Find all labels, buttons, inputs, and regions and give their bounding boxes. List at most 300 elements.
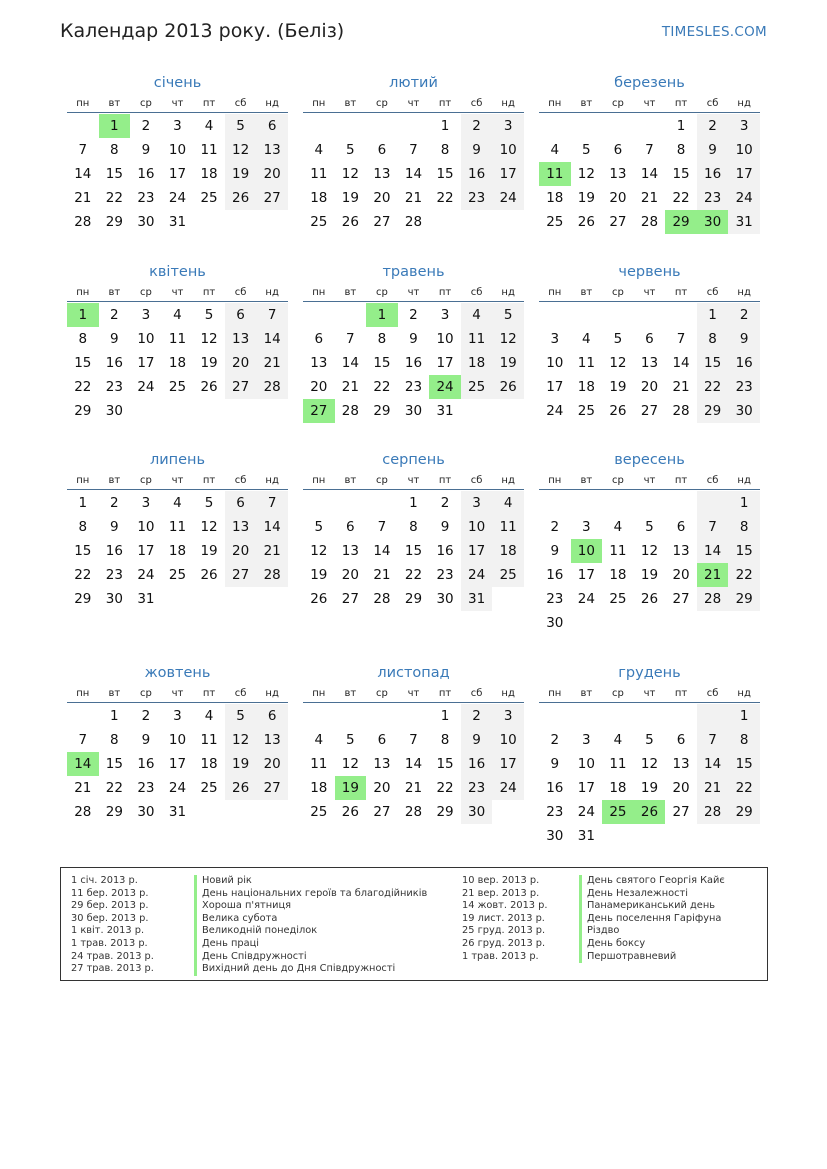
day-cell[interactable]: 21 — [373, 567, 391, 583]
day-cell[interactable]: 29 — [697, 399, 729, 423]
day-cell[interactable]: 8 — [377, 331, 387, 347]
day-cell[interactable]: 5 — [204, 495, 214, 511]
day-cell[interactable]: 27 — [373, 804, 391, 820]
day-cell[interactable]: 21 — [640, 190, 659, 206]
holiday-day-cell[interactable]: 30 — [697, 210, 729, 234]
day-cell[interactable]: 8 — [697, 327, 729, 351]
day-cell[interactable]: 19 — [640, 780, 659, 796]
day-cell[interactable]: 24 — [492, 776, 524, 800]
day-cell[interactable]: 23 — [546, 591, 564, 607]
day-cell[interactable]: 23 — [728, 375, 760, 399]
day-cell[interactable]: 27 — [225, 375, 257, 399]
day-cell[interactable]: 29 — [373, 403, 391, 419]
holiday-day-cell[interactable]: 24 — [429, 375, 461, 399]
day-cell[interactable]: 15 — [436, 166, 454, 182]
day-cell[interactable]: 27 — [672, 804, 690, 820]
day-cell[interactable]: 27 — [609, 214, 627, 230]
day-cell[interactable]: 30 — [546, 828, 564, 844]
day-cell[interactable]: 29 — [404, 591, 423, 607]
day-cell[interactable]: 10 — [137, 519, 155, 535]
day-cell[interactable]: 5 — [346, 732, 355, 748]
day-cell[interactable]: 10 — [461, 515, 493, 539]
day-cell[interactable]: 7 — [645, 142, 654, 158]
day-cell[interactable]: 28 — [697, 800, 729, 824]
day-cell[interactable]: 11 — [200, 732, 218, 748]
day-cell[interactable]: 14 — [404, 756, 423, 772]
holiday-day-cell[interactable]: 26 — [634, 800, 666, 824]
day-cell[interactable]: 22 — [404, 567, 423, 583]
day-cell[interactable]: 12 — [492, 327, 524, 351]
day-cell[interactable]: 4 — [314, 732, 324, 748]
day-cell[interactable]: 11 — [492, 515, 524, 539]
day-cell[interactable]: 22 — [728, 776, 760, 800]
day-cell[interactable]: 10 — [436, 331, 454, 347]
day-cell[interactable]: 17 — [546, 379, 564, 395]
day-cell[interactable]: 13 — [672, 543, 690, 559]
day-cell[interactable]: 9 — [550, 543, 560, 559]
day-cell[interactable]: 26 — [341, 804, 359, 820]
day-cell[interactable]: 14 — [373, 543, 391, 559]
day-cell[interactable]: 11 — [609, 543, 627, 559]
holiday-day-cell[interactable]: 29 — [665, 210, 697, 234]
day-cell[interactable]: 6 — [377, 142, 387, 158]
day-cell[interactable]: 1 — [676, 118, 686, 134]
day-cell[interactable]: 3 — [550, 331, 560, 347]
day-cell[interactable]: 31 — [728, 210, 760, 234]
day-cell[interactable]: 7 — [78, 732, 88, 748]
day-cell[interactable]: 21 — [74, 780, 92, 796]
day-cell[interactable]: 8 — [440, 142, 450, 158]
day-cell[interactable]: 29 — [436, 804, 454, 820]
day-cell[interactable]: 3 — [173, 118, 182, 134]
day-cell[interactable]: 2 — [728, 303, 760, 327]
day-cell[interactable]: 21 — [74, 190, 92, 206]
day-cell[interactable]: 23 — [137, 190, 155, 206]
day-cell[interactable]: 25 — [200, 780, 218, 796]
day-cell[interactable]: 26 — [577, 214, 595, 230]
day-cell[interactable]: 28 — [640, 214, 659, 230]
day-cell[interactable]: 19 — [200, 355, 218, 371]
day-cell[interactable]: 22 — [74, 379, 92, 395]
day-cell[interactable]: 2 — [440, 495, 450, 511]
day-cell[interactable]: 9 — [697, 138, 729, 162]
day-cell[interactable]: 23 — [461, 776, 493, 800]
day-cell[interactable]: 27 — [672, 591, 690, 607]
day-cell[interactable]: 15 — [74, 355, 92, 371]
day-cell[interactable]: 19 — [577, 190, 595, 206]
day-cell[interactable]: 5 — [492, 303, 524, 327]
day-cell[interactable]: 30 — [105, 591, 123, 607]
day-cell[interactable]: 9 — [440, 519, 450, 535]
day-cell[interactable]: 26 — [640, 591, 659, 607]
day-cell[interactable]: 6 — [225, 491, 257, 515]
day-cell[interactable]: 19 — [492, 351, 524, 375]
day-cell[interactable]: 3 — [492, 704, 524, 728]
day-cell[interactable]: 6 — [676, 732, 686, 748]
day-cell[interactable]: 18 — [200, 756, 218, 772]
day-cell[interactable]: 14 — [256, 515, 288, 539]
day-cell[interactable]: 15 — [74, 543, 92, 559]
day-cell[interactable]: 9 — [461, 138, 493, 162]
day-cell[interactable]: 3 — [582, 519, 591, 535]
day-cell[interactable]: 26 — [225, 776, 257, 800]
day-cell[interactable]: 13 — [373, 166, 391, 182]
day-cell[interactable]: 10 — [728, 138, 760, 162]
holiday-day-cell[interactable]: 14 — [67, 752, 99, 776]
day-cell[interactable]: 25 — [577, 403, 595, 419]
day-cell[interactable]: 7 — [697, 515, 729, 539]
day-cell[interactable]: 6 — [377, 732, 387, 748]
day-cell[interactable]: 1 — [78, 495, 88, 511]
day-cell[interactable]: 10 — [168, 732, 187, 748]
day-cell[interactable]: 18 — [310, 780, 328, 796]
day-cell[interactable]: 2 — [550, 519, 560, 535]
day-cell[interactable]: 27 — [225, 563, 257, 587]
day-cell[interactable]: 7 — [377, 519, 387, 535]
day-cell[interactable]: 16 — [461, 162, 493, 186]
day-cell[interactable]: 6 — [346, 519, 355, 535]
day-cell[interactable]: 18 — [168, 355, 187, 371]
day-cell[interactable]: 17 — [492, 752, 524, 776]
day-cell[interactable]: 15 — [728, 539, 760, 563]
day-cell[interactable]: 8 — [676, 142, 686, 158]
day-cell[interactable]: 21 — [256, 351, 288, 375]
day-cell[interactable]: 8 — [110, 142, 119, 158]
day-cell[interactable]: 7 — [676, 331, 686, 347]
day-cell[interactable]: 26 — [341, 214, 359, 230]
day-cell[interactable]: 20 — [672, 567, 690, 583]
day-cell[interactable]: 18 — [168, 543, 187, 559]
day-cell[interactable]: 30 — [137, 804, 155, 820]
holiday-day-cell[interactable]: 1 — [99, 114, 131, 138]
day-cell[interactable]: 24 — [728, 186, 760, 210]
day-cell[interactable]: 27 — [373, 214, 391, 230]
day-cell[interactable]: 9 — [141, 732, 151, 748]
day-cell[interactable]: 22 — [373, 379, 391, 395]
day-cell[interactable]: 25 — [310, 804, 328, 820]
day-cell[interactable]: 10 — [168, 142, 187, 158]
day-cell[interactable]: 4 — [204, 118, 214, 134]
day-cell[interactable]: 24 — [137, 567, 155, 583]
day-cell[interactable]: 1 — [440, 118, 450, 134]
day-cell[interactable]: 9 — [110, 519, 119, 535]
day-cell[interactable]: 21 — [697, 776, 729, 800]
day-cell[interactable]: 16 — [404, 355, 423, 371]
holiday-day-cell[interactable]: 19 — [335, 776, 367, 800]
day-cell[interactable]: 13 — [341, 543, 359, 559]
day-cell[interactable]: 8 — [440, 732, 450, 748]
day-cell[interactable]: 5 — [314, 519, 324, 535]
day-cell[interactable]: 28 — [74, 804, 92, 820]
day-cell[interactable]: 18 — [609, 780, 627, 796]
day-cell[interactable]: 26 — [200, 567, 218, 583]
day-cell[interactable]: 11 — [168, 331, 187, 347]
day-cell[interactable]: 5 — [613, 331, 623, 347]
day-cell[interactable]: 7 — [409, 732, 418, 748]
day-cell[interactable]: 19 — [225, 162, 257, 186]
day-cell[interactable]: 19 — [310, 567, 328, 583]
day-cell[interactable]: 11 — [310, 166, 328, 182]
day-cell[interactable]: 11 — [310, 756, 328, 772]
day-cell[interactable]: 12 — [341, 166, 359, 182]
day-cell[interactable]: 26 — [310, 591, 328, 607]
day-cell[interactable]: 15 — [105, 756, 123, 772]
day-cell[interactable]: 28 — [404, 214, 423, 230]
day-cell[interactable]: 19 — [341, 190, 359, 206]
day-cell[interactable]: 13 — [310, 355, 328, 371]
day-cell[interactable]: 28 — [697, 587, 729, 611]
day-cell[interactable]: 27 — [640, 403, 659, 419]
day-cell[interactable]: 3 — [141, 495, 151, 511]
day-cell[interactable]: 12 — [609, 355, 627, 371]
day-cell[interactable]: 13 — [640, 355, 659, 371]
day-cell[interactable]: 1 — [110, 708, 119, 724]
day-cell[interactable]: 18 — [310, 190, 328, 206]
day-cell[interactable]: 20 — [225, 351, 257, 375]
day-cell[interactable]: 3 — [492, 114, 524, 138]
day-cell[interactable]: 14 — [672, 355, 690, 371]
day-cell[interactable]: 26 — [609, 403, 627, 419]
day-cell[interactable]: 4 — [613, 519, 623, 535]
day-cell[interactable]: 23 — [105, 379, 123, 395]
day-cell[interactable]: 17 — [137, 355, 155, 371]
day-cell[interactable]: 3 — [440, 307, 450, 323]
day-cell[interactable]: 25 — [200, 190, 218, 206]
day-cell[interactable]: 8 — [409, 519, 418, 535]
day-cell[interactable]: 26 — [492, 375, 524, 399]
day-cell[interactable]: 3 — [582, 732, 591, 748]
day-cell[interactable]: 18 — [609, 567, 627, 583]
day-cell[interactable]: 12 — [577, 166, 595, 182]
day-cell[interactable]: 16 — [461, 752, 493, 776]
day-cell[interactable]: 2 — [141, 118, 151, 134]
day-cell[interactable]: 24 — [168, 190, 187, 206]
day-cell[interactable]: 2 — [110, 307, 119, 323]
day-cell[interactable]: 2 — [461, 704, 493, 728]
day-cell[interactable]: 25 — [168, 379, 187, 395]
day-cell[interactable]: 11 — [609, 756, 627, 772]
day-cell[interactable]: 22 — [697, 375, 729, 399]
day-cell[interactable]: 20 — [640, 379, 659, 395]
day-cell[interactable]: 5 — [645, 519, 654, 535]
day-cell[interactable]: 16 — [105, 355, 123, 371]
day-cell[interactable]: 9 — [461, 728, 493, 752]
day-cell[interactable]: 18 — [461, 351, 493, 375]
day-cell[interactable]: 5 — [346, 142, 355, 158]
day-cell[interactable]: 18 — [492, 539, 524, 563]
day-cell[interactable]: 21 — [341, 379, 359, 395]
day-cell[interactable]: 31 — [168, 214, 187, 230]
day-cell[interactable]: 13 — [225, 515, 257, 539]
day-cell[interactable]: 17 — [168, 756, 187, 772]
day-cell[interactable]: 9 — [550, 756, 560, 772]
day-cell[interactable]: 6 — [256, 114, 288, 138]
day-cell[interactable]: 30 — [546, 615, 564, 631]
day-cell[interactable]: 16 — [105, 543, 123, 559]
day-cell[interactable]: 23 — [436, 567, 454, 583]
day-cell[interactable]: 15 — [105, 166, 123, 182]
day-cell[interactable]: 1 — [440, 708, 450, 724]
day-cell[interactable]: 5 — [645, 732, 654, 748]
day-cell[interactable]: 17 — [168, 166, 187, 182]
day-cell[interactable]: 9 — [409, 331, 418, 347]
day-cell[interactable]: 22 — [105, 190, 123, 206]
day-cell[interactable]: 23 — [697, 186, 729, 210]
day-cell[interactable]: 24 — [168, 780, 187, 796]
day-cell[interactable]: 2 — [110, 495, 119, 511]
day-cell[interactable]: 18 — [200, 166, 218, 182]
day-cell[interactable]: 12 — [640, 756, 659, 772]
day-cell[interactable]: 11 — [168, 519, 187, 535]
day-cell[interactable]: 17 — [461, 539, 493, 563]
day-cell[interactable]: 23 — [461, 186, 493, 210]
day-cell[interactable]: 26 — [225, 186, 257, 210]
day-cell[interactable]: 12 — [640, 543, 659, 559]
day-cell[interactable]: 6 — [676, 519, 686, 535]
day-cell[interactable]: 11 — [461, 327, 493, 351]
day-cell[interactable]: 8 — [78, 519, 88, 535]
day-cell[interactable]: 20 — [256, 162, 288, 186]
day-cell[interactable]: 4 — [582, 331, 591, 347]
day-cell[interactable]: 13 — [256, 138, 288, 162]
day-cell[interactable]: 23 — [546, 804, 564, 820]
day-cell[interactable]: 29 — [728, 800, 760, 824]
day-cell[interactable]: 17 — [577, 780, 595, 796]
day-cell[interactable]: 25 — [609, 591, 627, 607]
day-cell[interactable]: 24 — [461, 563, 493, 587]
day-cell[interactable]: 22 — [728, 563, 760, 587]
day-cell[interactable]: 28 — [373, 591, 391, 607]
day-cell[interactable]: 25 — [168, 567, 187, 583]
day-cell[interactable]: 8 — [78, 331, 88, 347]
day-cell[interactable]: 15 — [672, 166, 690, 182]
day-cell[interactable]: 17 — [436, 355, 454, 371]
day-cell[interactable]: 10 — [492, 728, 524, 752]
day-cell[interactable]: 5 — [204, 307, 214, 323]
day-cell[interactable]: 14 — [256, 327, 288, 351]
day-cell[interactable]: 8 — [110, 732, 119, 748]
day-cell[interactable]: 3 — [141, 307, 151, 323]
day-cell[interactable]: 1 — [728, 704, 760, 728]
day-cell[interactable]: 4 — [204, 708, 214, 724]
day-cell[interactable]: 21 — [404, 780, 423, 796]
day-cell[interactable]: 28 — [256, 563, 288, 587]
day-cell[interactable]: 22 — [436, 780, 454, 796]
day-cell[interactable]: 1 — [728, 491, 760, 515]
holiday-day-cell[interactable]: 21 — [697, 563, 729, 587]
day-cell[interactable]: 26 — [200, 379, 218, 395]
day-cell[interactable]: 7 — [78, 142, 88, 158]
day-cell[interactable]: 30 — [436, 591, 454, 607]
day-cell[interactable]: 21 — [404, 190, 423, 206]
day-cell[interactable]: 20 — [225, 539, 257, 563]
day-cell[interactable]: 23 — [105, 567, 123, 583]
day-cell[interactable]: 27 — [341, 591, 359, 607]
brand-link[interactable]: TIMESLES.COM — [661, 24, 767, 40]
day-cell[interactable]: 30 — [728, 399, 760, 423]
day-cell[interactable]: 17 — [728, 162, 760, 186]
day-cell[interactable]: 10 — [577, 756, 595, 772]
day-cell[interactable]: 2 — [141, 708, 151, 724]
day-cell[interactable]: 11 — [577, 355, 595, 371]
day-cell[interactable]: 24 — [577, 804, 595, 820]
day-cell[interactable]: 4 — [314, 142, 324, 158]
day-cell[interactable]: 31 — [577, 828, 595, 844]
day-cell[interactable]: 15 — [436, 756, 454, 772]
day-cell[interactable]: 14 — [640, 166, 659, 182]
day-cell[interactable]: 14 — [341, 355, 359, 371]
day-cell[interactable]: 27 — [256, 776, 288, 800]
day-cell[interactable]: 30 — [404, 403, 423, 419]
holiday-day-cell[interactable]: 1 — [67, 303, 99, 327]
day-cell[interactable]: 22 — [672, 190, 690, 206]
day-cell[interactable]: 19 — [225, 752, 257, 776]
day-cell[interactable]: 13 — [373, 756, 391, 772]
day-cell[interactable]: 7 — [697, 728, 729, 752]
day-cell[interactable]: 16 — [137, 756, 155, 772]
day-cell[interactable]: 8 — [728, 728, 760, 752]
day-cell[interactable]: 16 — [546, 780, 564, 796]
day-cell[interactable]: 28 — [74, 214, 92, 230]
day-cell[interactable]: 7 — [256, 491, 288, 515]
day-cell[interactable]: 20 — [256, 752, 288, 776]
day-cell[interactable]: 16 — [436, 543, 454, 559]
day-cell[interactable]: 20 — [310, 379, 328, 395]
day-cell[interactable]: 5 — [225, 114, 257, 138]
day-cell[interactable]: 19 — [200, 543, 218, 559]
day-cell[interactable]: 5 — [582, 142, 591, 158]
day-cell[interactable]: 20 — [341, 567, 359, 583]
day-cell[interactable]: 23 — [404, 379, 423, 395]
day-cell[interactable]: 16 — [728, 351, 760, 375]
day-cell[interactable]: 7 — [346, 331, 355, 347]
day-cell[interactable]: 12 — [225, 138, 257, 162]
day-cell[interactable]: 5 — [225, 704, 257, 728]
day-cell[interactable]: 3 — [173, 708, 182, 724]
day-cell[interactable]: 16 — [546, 567, 564, 583]
day-cell[interactable]: 24 — [577, 591, 595, 607]
day-cell[interactable]: 9 — [141, 142, 151, 158]
day-cell[interactable]: 22 — [105, 780, 123, 796]
day-cell[interactable]: 30 — [461, 800, 493, 824]
day-cell[interactable]: 28 — [256, 375, 288, 399]
day-cell[interactable]: 29 — [74, 403, 92, 419]
day-cell[interactable]: 4 — [613, 732, 623, 748]
day-cell[interactable]: 13 — [672, 756, 690, 772]
day-cell[interactable]: 23 — [137, 780, 155, 796]
day-cell[interactable]: 24 — [546, 403, 564, 419]
day-cell[interactable]: 27 — [256, 186, 288, 210]
day-cell[interactable]: 12 — [341, 756, 359, 772]
day-cell[interactable]: 20 — [672, 780, 690, 796]
day-cell[interactable]: 10 — [492, 138, 524, 162]
day-cell[interactable]: 29 — [74, 591, 92, 607]
day-cell[interactable]: 4 — [461, 303, 493, 327]
day-cell[interactable]: 6 — [314, 331, 324, 347]
day-cell[interactable]: 22 — [74, 567, 92, 583]
holiday-day-cell[interactable]: 27 — [303, 399, 335, 423]
day-cell[interactable]: 1 — [409, 495, 418, 511]
day-cell[interactable]: 21 — [672, 379, 690, 395]
day-cell[interactable]: 12 — [200, 519, 218, 535]
day-cell[interactable]: 15 — [728, 752, 760, 776]
day-cell[interactable]: 4 — [550, 142, 560, 158]
day-cell[interactable]: 9 — [728, 327, 760, 351]
day-cell[interactable]: 25 — [461, 375, 493, 399]
day-cell[interactable]: 20 — [373, 780, 391, 796]
day-cell[interactable]: 24 — [492, 186, 524, 210]
day-cell[interactable]: 9 — [110, 331, 119, 347]
